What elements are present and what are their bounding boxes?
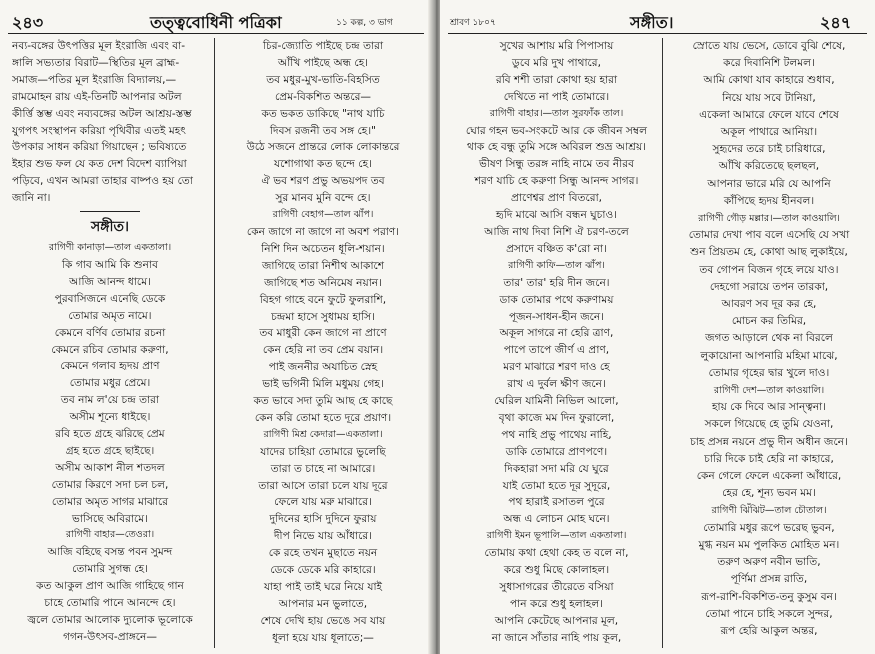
song-line: অসীম আকাশ নীল শতদল	[55, 461, 165, 474]
raga-heading: রাগিণী কাফি—তাল ঝাঁপ।	[508, 259, 605, 271]
song-line: চাহে তোমারি পানে আনন্দে হে।	[44, 597, 176, 610]
song-line: কেন করি তোমা হতে দূরে প্রয়াণ।	[254, 411, 392, 424]
song-line: একেলা আমারে ফেলে যাবে শেষে	[699, 108, 839, 121]
song-line: তব নাম ল'য়ে চন্দ্র তারা	[60, 394, 160, 407]
left-page	[0, 0, 432, 654]
song-line: কেন গেলে ফেলে একেলা আঁধারে,	[696, 470, 842, 483]
song-line: ডাকি তোমারে প্রাণপণে।	[505, 445, 608, 458]
prose-line: জানি না।	[12, 192, 51, 205]
song-line: তোমার গৃহের দ্বার খুলে দাও।	[708, 366, 830, 379]
song-line: গ্রহ হতে গ্রহে ছাইছে।	[65, 444, 155, 457]
song-line: অকূল সাগরে না হেরি ত্রাণ,	[499, 327, 614, 340]
song-line: ডুবে মরি দুখ পাথারে,	[512, 56, 601, 69]
song-line: ভীষণ সিন্ধু তরঙ্গ নাহি নামে তব নীরব	[478, 158, 635, 171]
song-line: কি গাব আমি কি শুনাব	[62, 258, 158, 271]
prose-line: উপকার সাধন করিয়া গিয়াছেন ; ভবিষ্যতে	[12, 141, 187, 154]
prose-line: রামমোহন রায় এই-তিনটি আপনার অটল	[12, 90, 182, 103]
song-line: দুদিনের হাসি দুদিনে ফুরায়	[269, 513, 377, 526]
song-line: দেখিতে না পাই তোমারে।	[503, 90, 610, 103]
right-page	[440, 0, 875, 654]
song-line: কে রহে তখন মুছাতে নয়ন	[268, 547, 378, 560]
song-line: যশোগাথা কত ছন্দে হে।	[274, 158, 372, 171]
raga-heading: রাগিণী বাহার।—তাল সুরফাঁক তাল।	[489, 107, 624, 119]
prose-line: কীর্ত্তি স্তম্ভ এবং নব্যবঙ্গের অটল আশ্রয়-স্তম্ভ	[12, 107, 192, 120]
right-column-2	[668, 38, 870, 640]
raga-heading: রাগিণী বেহাগ—তাল ঝাঁপ।	[272, 209, 374, 221]
song-line: কেমনে গলাব হৃদয় প্রাণ	[60, 360, 160, 373]
song-line: করে শুধু মিছে কোলাহল।	[503, 564, 610, 577]
song-line: তারা ত চাহে না আমারে।	[270, 462, 376, 475]
song-line: পান করে শুধু হলাহল।	[509, 597, 604, 610]
song-line: প্রসাদে বঞ্চিত ক'রো না।	[506, 242, 607, 255]
song-line: জাগিছে শত অনিমেষ নয়ান।	[264, 276, 382, 289]
song-line: ধূলা হয়ে যায় ধূলাতে;—	[272, 631, 374, 644]
song-line: কত ভকত ডাকিছে "নাথ যাচি	[261, 107, 385, 120]
song-line: ঘেরিল যামিনী নিভিল আলো,	[494, 395, 619, 408]
song-line: চির-জ্যোতি পাইছে চন্দ্র তারা	[262, 40, 384, 52]
song-line: চন্দ্রমা হাসে সুধাময় হাসি।	[271, 310, 375, 323]
song-line: কেন হেরি না তব প্রেম বয়ান।	[262, 344, 384, 357]
song-line: ডাক তোমার পথে করুণাময়	[499, 293, 614, 306]
song-line: দিকহারা সদা মরি যে ঘুরে	[504, 462, 609, 475]
song-line: রূপ হেরি আকুল অন্তর,	[720, 624, 818, 637]
song-line: কত আকুল প্রাণ আজি গাহিছে গান	[36, 580, 184, 593]
song-line: লুকায়োনা আপনারি মহিমা মাঝে,	[700, 349, 838, 362]
song-line: কেমনে রচিব তোমার করুণা,	[51, 343, 169, 356]
song-line: কত ভাবে সদা তুমি আছ হে কাছে	[253, 395, 393, 408]
song-line: সুহৃদের তরে চাই চারিধারে,	[712, 143, 826, 156]
date-label: শ্রাবণ ১৮০৭	[450, 18, 496, 28]
song-line: সুখের আশায় মরি পিপাসায়	[499, 40, 614, 52]
song-line: কাঁপিছে হৃদয় হীনবল।	[723, 194, 815, 207]
song-line: সুর মানব মুনি বন্দে হে।	[275, 192, 371, 205]
song-line: পুরবাসিজনে এনেছি ডেকে	[54, 292, 166, 305]
song-line: আপনি কেটেছে আপনার মূল,	[494, 614, 619, 627]
header-rule	[448, 33, 867, 34]
song-line: ভাই ভগিনী মিলি মধুময় গেহ।	[262, 378, 384, 391]
right-page-number: ২৪৭	[820, 13, 852, 32]
raga-heading: রাগিণী কানাড়া—তাল একতালা।	[48, 242, 172, 254]
song-line: সুধাসাগরের তীরেতে বসিয়া	[499, 581, 614, 593]
song-line: তোমার কিরণে সদা চল চল,	[51, 478, 169, 491]
song-line: শুন প্রিয়তম হে, কোথা আছ লুকাইয়ে,	[690, 246, 848, 259]
right-column-1	[454, 38, 659, 647]
song-line: কেন জাগে না জাগে না অবশ পরাণ।	[246, 225, 400, 238]
prose-line: সমাজ—পতির মূল ইংরাজি বিদ্যালয়,—	[12, 73, 177, 86]
song-line: অকূল পাথারে আনিয়া।	[720, 126, 818, 139]
song-line: তার' তার' হরি দীন জনে।	[503, 276, 610, 289]
raga-heading: রাগিণী ইমন ভূপালি—তাল একতালা।	[486, 530, 627, 542]
song-line: নিয়ে যায় সবে টানিয়া,	[722, 91, 816, 104]
section-title: সঙ্গীত।	[90, 219, 130, 236]
right-section-title: সঙ্গীত।	[630, 13, 674, 32]
song-line: তরুণ অরুণ নবীন ভাতি,	[717, 556, 821, 569]
song-line: পাপে তাপে জীর্ণ এ প্রাণ,	[503, 344, 610, 357]
song-line: দিবস রজনী তব সঙ্গ হে।"	[269, 124, 376, 137]
header-rule	[8, 33, 424, 34]
song-line: শেষে দেখি হায় ভেঙে সব যায়	[260, 614, 386, 627]
song-line: উঠে সজনে প্রান্তরে লোক লোকান্তরে	[246, 141, 400, 154]
song-line: শরণ যাচি হে করুণা সিন্ধু আনন্দ সাগর।	[474, 175, 639, 188]
song-line: মরণ মাঝারে শরণ দাও হে	[503, 361, 610, 374]
raga-heading: রাগিণী ঝিঁঝিট—তাল চৌতাল।	[711, 505, 827, 517]
song-line: তোমায় কথা হেথা কেহ ত বলে না,	[484, 547, 629, 560]
song-line: রবি শশী তারা কোথা হয় হারা	[495, 73, 618, 86]
prose-line: পড়িবে, এখন আমরা তাহার বাষ্পও হয় তো	[12, 175, 193, 188]
prose-line: ঙ্গালি সভ্যতার বিরাট—স্থিতির মূল ব্রাহ্ম-	[12, 56, 180, 69]
raga-heading: রাগিণী মিশ্র কেদারা—একতালা।	[263, 428, 383, 440]
song-line: তোমার দেখা পাব বলে এসেছি যে সখা	[688, 229, 850, 242]
song-line: কেমনে বর্ণিব তোমার রচনা	[54, 326, 166, 339]
song-line: তোমার অমৃত সাগর মাঝারে	[51, 495, 169, 508]
song-line: প্রেম-বিকশিত অন্তরে—	[274, 90, 372, 103]
song-line: না জানে সাঁতার নাহি পায় কূল,	[491, 631, 622, 644]
raga-heading: রাগিণী দেশ—তাল কাওয়ালি।	[713, 385, 825, 397]
song-line: জগত আড়ালে থেক না বিরলে	[705, 332, 833, 345]
song-line: হের হে, শূন্য ভবন মম।	[722, 487, 816, 500]
raga-heading: রাগিণী বাহার—তেওরা।	[65, 529, 155, 541]
song-line: তোমার অমৃত নামে।	[68, 309, 152, 322]
song-line: আপনার ভারে মরি যে আপনি	[707, 177, 831, 190]
song-line: আজি বহিছে বসন্ত পবন সুমন্দ	[47, 546, 173, 559]
prose-line: নব্য-বঙ্গের উৎপত্তির মূল ইংরাজি এবং বা-	[12, 40, 186, 52]
prose-line: ইহার শুভ ফল যে কত দেশ বিদেশ ব্যাপিয়া	[12, 158, 187, 171]
song-line: চারি দিকে চাই হেরি না কাহারে,	[704, 452, 834, 465]
song-line: তব গোপন বিজন গৃহে লয়ে যাও।	[699, 263, 839, 276]
right-page-header	[440, 6, 875, 34]
song-line: রূপ-রাশি-বিকশিত-তনু কুসুম বন।	[701, 590, 837, 603]
song-line: হৃদি মাঝে আসি বন্ধন ঘুচাও।	[495, 209, 618, 222]
song-line: হায় কে দিবে আর সান্ত্বনা।	[711, 401, 827, 414]
song-line: পূর্ণিমা প্রসন্ন রাতি,	[730, 573, 808, 586]
song-line: যাই তোমা হতে দূর সুদূরে,	[502, 479, 611, 492]
song-line: আবরণ সব দূর কর হে,	[721, 298, 817, 311]
song-line: তব মধুর-মুখ-ভাতি-বিহসিত	[266, 73, 380, 86]
song-line: আপনার মন ভুলাতে,	[278, 597, 368, 610]
song-line: অন্ধ এ লোচন মোহ ঘনে।	[503, 513, 610, 526]
song-line: পূজন-সাধন-হীন জনে।	[508, 310, 605, 323]
song-line: আঁখি পাইছে অন্ধ হে।	[277, 56, 369, 69]
song-line: আজি নাথ দিবা নিশি ঐ চরণ-তলে	[484, 225, 629, 238]
song-line: তোমা পানে চাহি সকলে সুন্দর,	[705, 607, 833, 620]
song-line: রবি হতে গ্রহে ঝরিছে প্রেম	[55, 428, 165, 441]
song-line: বৃথা কাজে মম দিন ফুরালো,	[498, 411, 615, 424]
song-line: পথ নাহি প্রভু পাথেয় নাহি,	[501, 428, 612, 441]
journal-title: তত্ত্ববোধিনী পত্রিকা	[150, 13, 282, 32]
song-line: জাগিছে তারা নিশীথ আকাশে	[261, 259, 385, 272]
song-line: মুগ্ধ নয়ন মম পুলকিত মোহিত মন।	[698, 538, 840, 551]
song-line: তারা আসে তারা চলে যায় দূরে	[258, 479, 388, 492]
prose-line: যুগপৎ সংস্থাপন করিয়া পৃথিবীর এতই মহৎ	[12, 124, 186, 137]
song-line: পাই জননীর অযাচিত স্নেহ	[268, 361, 378, 374]
song-line: স্রোতে যায় ভেসে, ডোবে বুঝি শেষে,	[692, 40, 846, 52]
song-line: নিশি দিন অচেতন ধূলি-শয়ান।	[261, 242, 385, 255]
song-line: জ্বলে তোমার আলোক দ্যুলোক ভূলোকে	[27, 614, 193, 626]
left-column-2	[220, 38, 426, 647]
issue-label: ১১ কল্প, ৩ ভাগ	[336, 18, 393, 28]
song-line: যাহা পাই তাই ঘরে নিয়ে যাই	[263, 581, 383, 593]
song-line: যাদের চাহিয়া তোমারে ভুলেছি	[260, 445, 386, 458]
column-divider	[214, 38, 215, 648]
song-line: পথ হারাই রসাতল পুরে	[508, 496, 605, 509]
section-rule	[80, 211, 140, 212]
song-line: ভাসিছে অবিরামে।	[72, 512, 148, 525]
song-line: করে দিবানিশি টলমল।	[723, 57, 815, 70]
song-line: আজি আনন্দ ধামে।	[69, 275, 151, 288]
song-line: দেহগো সরায়ে তপন তারকা,	[709, 280, 829, 293]
song-line: চাহ প্রসন্ন নয়নে প্রভু দীন অধীন জনে।	[690, 435, 848, 448]
song-line: মোচন কর তিমির,	[731, 315, 807, 328]
song-line: ফেলে যায় মরু মাঝারে।	[274, 496, 372, 509]
song-line: ঘোর গহন ভব-সংকটে আর কে জীবন সম্বল	[465, 124, 648, 137]
song-line: অসীম শূন্যে ধাইছে।	[69, 411, 151, 424]
song-line: ডেকে ডেকে মরি কাহারে।	[270, 564, 376, 577]
song-line: প্রাণেশ্বর প্রাণ বিতরো,	[510, 192, 603, 205]
left-page-number: ২৪৩	[12, 13, 44, 32]
song-line: আমি কোথা যাব কাহারে শুধাব,	[703, 74, 835, 87]
song-line: দীপ নিভে যায় আঁধারে।	[273, 530, 373, 543]
song-line: আঁখি করিতেছে ছলছল,	[718, 160, 820, 173]
song-line: ঐ ভব শরণ প্রভু অভয়পদ তব	[261, 175, 385, 188]
song-line: তোমারি মধুর রূপে ভরেছ ভুবন,	[703, 521, 835, 534]
left-column-1	[12, 38, 208, 646]
song-line: বিহগ গাহে বনে ফুটে ফুলরাশি,	[259, 293, 387, 306]
song-line: তব মাধুরী কেন জাগে না প্রাণে	[259, 327, 387, 340]
song-line: রাখ এ দুর্বল ক্ষীণ জনে।	[507, 378, 606, 391]
song-line: তোমারি সুগন্ধ হে।	[72, 563, 148, 576]
left-page-header	[0, 6, 432, 34]
column-divider	[662, 38, 663, 648]
song-line: থাক হে বন্ধু তুমি সঙ্গে অবিরল শুভ্র আশ্রয়।	[466, 141, 647, 154]
song-line: গগন-উৎসব-প্রাঙ্গনে—	[63, 630, 157, 643]
song-line: তোমার মধুর প্রেমে।	[69, 377, 151, 390]
song-line: সকলে গিয়েছে হে তুমি যেওনা,	[704, 418, 834, 431]
raga-heading: রাগিণী গৌড় মল্লার।—তাল কাওয়ালি।	[698, 213, 840, 225]
